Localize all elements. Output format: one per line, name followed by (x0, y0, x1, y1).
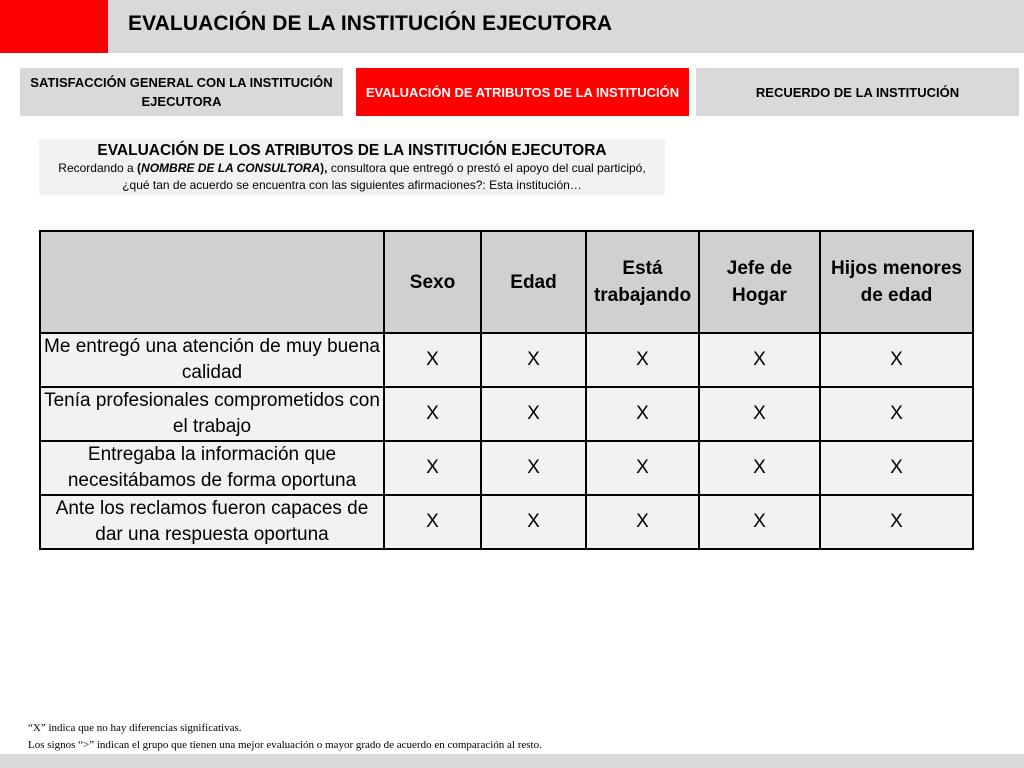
description-after: consultora que entregó o prestó el apoyo del cual participó, ¿qué tan de acuerdo se encuentra con las siguientes afirmaciones?: Esta institución… (122, 161, 646, 192)
column-header-hijos-menores: Hijos menores de edad (820, 231, 973, 333)
value-cell: X (384, 333, 481, 387)
value-cell: X (384, 495, 481, 549)
table-row (40, 387, 973, 441)
statement-cell: Entregaba la información que necesitábamos de forma oportuna (40, 441, 384, 495)
value-cell: X (586, 495, 699, 549)
footer-band (0, 754, 1024, 768)
value-cell: X (586, 441, 699, 495)
value-cell: X (699, 333, 820, 387)
value-cell: X (699, 495, 820, 549)
header-corner-cell (40, 231, 384, 333)
description-emphasis (137, 161, 327, 175)
table-row (40, 441, 973, 495)
column-header-trabajando: Está trabajando (586, 231, 699, 333)
value-cell: X (384, 441, 481, 495)
tab-label: SATISFACCIÓN GENERAL CON LA INSTITUCIÓN EJECUTORA (30, 75, 333, 109)
emphasis-open: ( (137, 161, 142, 175)
value-cell: X (481, 495, 586, 549)
consultora-placeholder: NOMBRE DE LA CONSULTORA (141, 161, 321, 175)
footnote-x: “X” indica que no hay diferencias significativas. (28, 722, 242, 734)
description-before: Recordando a (58, 161, 138, 175)
value-cell: X (820, 495, 973, 549)
column-header-edad: Edad (481, 231, 586, 333)
value-cell: X (820, 441, 973, 495)
tab-evaluacion-atributos[interactable] (356, 68, 689, 116)
footnotes (28, 720, 542, 754)
value-cell: X (699, 387, 820, 441)
footnote-signs: Los signos “>” indican el grupo que tienen una mejor evaluación o mayor grado de acuerdo en comparación al resto. (28, 739, 542, 751)
value-cell: X (820, 387, 973, 441)
page-title: EVALUACIÓN DE LA INSTITUCIÓN EJECUTORA (128, 12, 613, 35)
value-cell: X (699, 441, 820, 495)
tab-label: RECUERDO DE LA INSTITUCIÓN (755, 84, 960, 100)
value-cell: X (481, 387, 586, 441)
section-description (39, 160, 665, 194)
table-row (40, 333, 973, 387)
value-cell: X (481, 333, 586, 387)
value-cell: X (384, 387, 481, 441)
value-cell: X (586, 333, 699, 387)
section-header (39, 139, 665, 195)
statement-cell: Ante los reclamos fueron capaces de dar una respuesta oportuna (40, 495, 384, 549)
column-header-sexo: Sexo (384, 231, 481, 333)
table-row (40, 495, 973, 549)
column-header-jefe-hogar: Jefe de Hogar (699, 231, 820, 333)
value-cell: X (586, 387, 699, 441)
tab-label: EVALUACIÓN DE ATRIBUTOS DE LA INSTITUCIÓN (365, 84, 680, 100)
tab-satisfaccion-general[interactable] (20, 68, 343, 116)
section-title: EVALUACIÓN DE LOS ATRIBUTOS DE LA INSTITUCIÓN EJECUTORA (97, 142, 607, 159)
statement-cell: Tenía profesionales comprometidos con el trabajo (40, 387, 384, 441)
header-accent-block (0, 0, 108, 53)
value-cell: X (820, 333, 973, 387)
tab-recuerdo-institucion[interactable] (696, 68, 1019, 116)
attributes-table (39, 230, 974, 550)
statement-cell: Me entregó una atención de muy buena calidad (40, 333, 384, 387)
value-cell: X (481, 441, 586, 495)
table-header-row (40, 231, 973, 333)
emphasis-close: ), (320, 161, 328, 175)
